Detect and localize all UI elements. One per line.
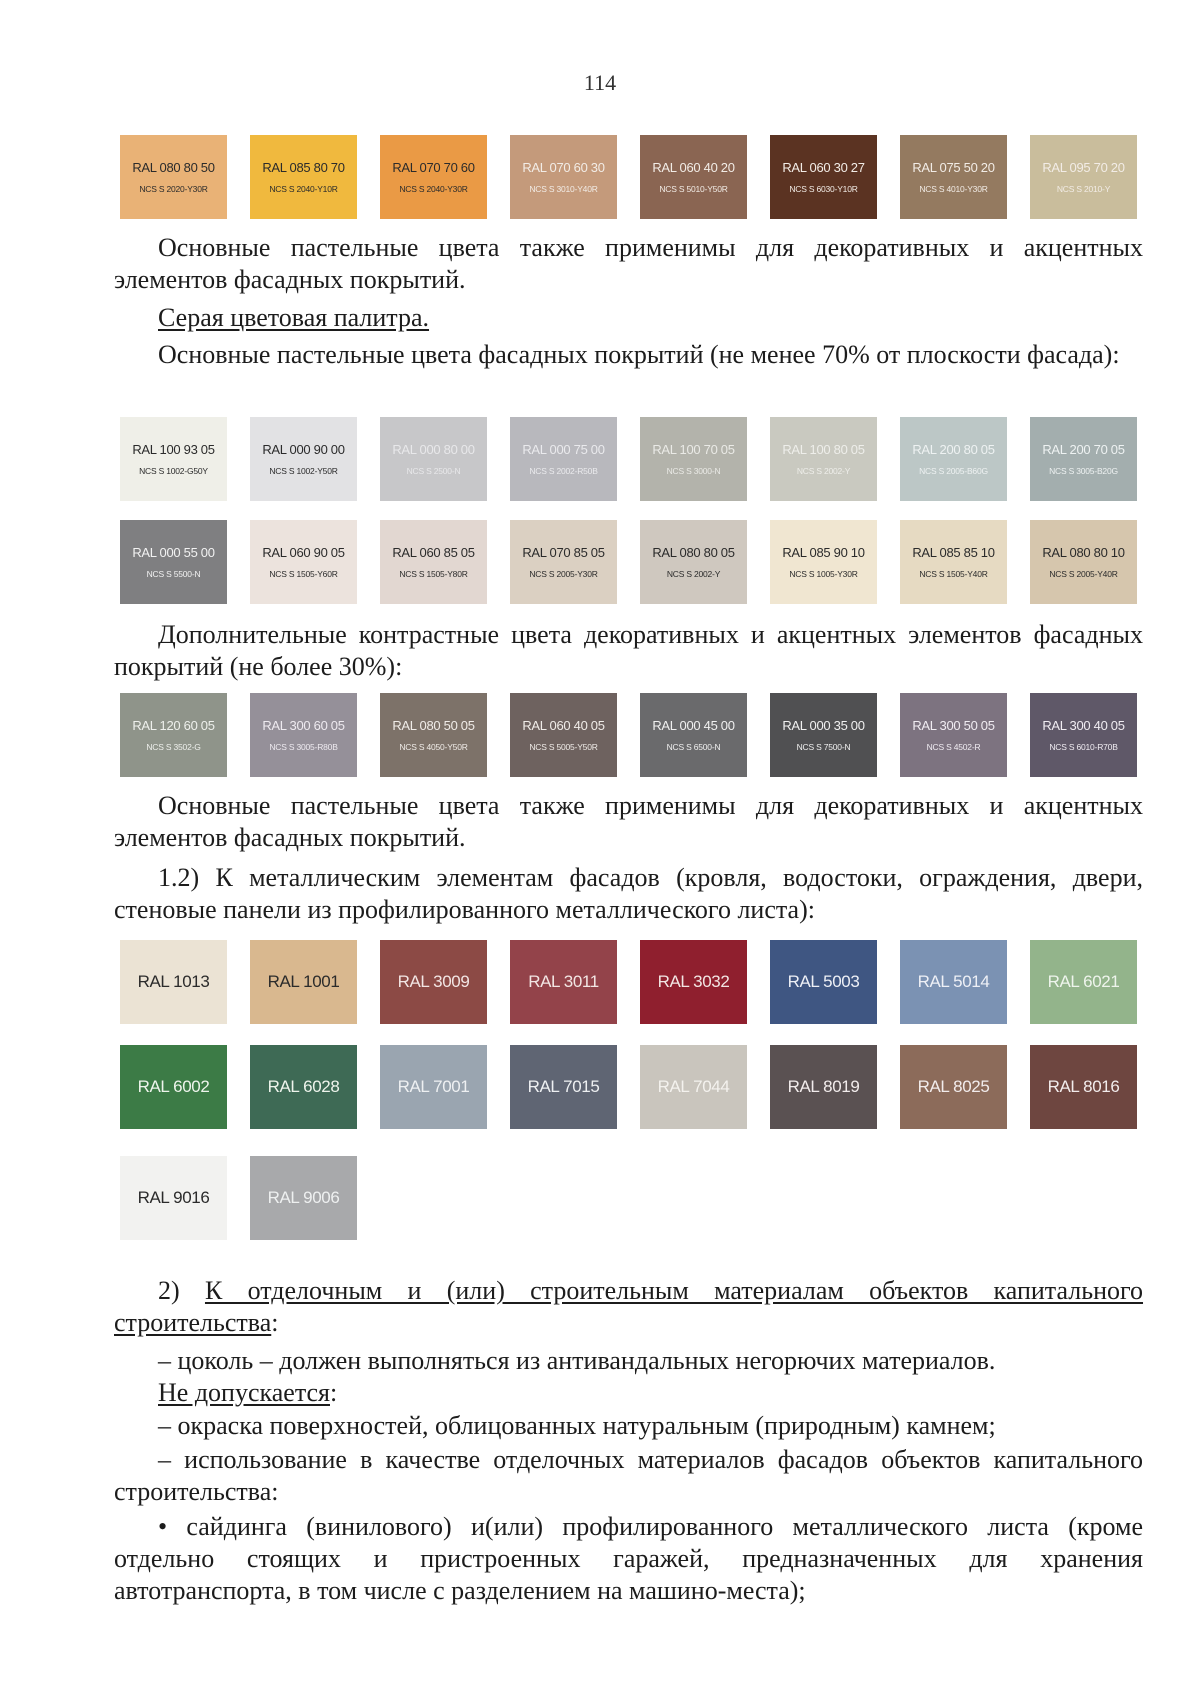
swatch-row-gray-dark [120,693,1137,777]
paragraph-siding: • сайдинга (винилового) и(или) профилированного металлического листа (кроме отдельно стоящих и пристроенных гаражей, предназначенных для хранения автотранспорта, в том числе с разделением на машино-места); [114,1512,1143,1605]
ral-code: RAL 9006 [267,1188,340,1207]
ral-code: RAL 8025 [917,1077,990,1096]
ral-code: RAL 8016 [1047,1077,1120,1096]
color-swatch [250,940,357,1024]
ral-code: RAL 080 80 05 [652,545,735,560]
color-swatch [250,417,357,501]
ncs-code: NCS S 1505-Y80R [399,569,468,579]
color-swatch [900,417,1007,501]
paragraph-pastel-accent-2: Основные пастельные цвета также применимы для декоративных и акцентных элементов фасадных покрытий. [114,791,1143,852]
paragraph-not-allowed [114,1377,1143,1409]
ncs-code: NCS S 2002-Y [796,466,851,476]
color-swatch [640,1045,747,1129]
color-swatch [640,693,747,777]
ncs-code: NCS S 2002-Y [666,569,721,579]
color-swatch [900,520,1007,604]
ncs-code: NCS S 4502-R [926,742,981,752]
color-swatch [250,693,357,777]
ral-code: RAL 060 40 05 [522,718,605,733]
color-swatch [510,520,617,604]
color-swatch [640,135,747,219]
ral-code: RAL 100 80 05 [782,442,865,457]
ral-code: RAL 095 70 20 [1042,160,1125,175]
ncs-code: NCS S 7500-N [796,742,851,752]
color-swatch [380,940,487,1024]
ral-code: RAL 085 85 10 [912,545,995,560]
ral-code: RAL 000 90 00 [262,442,345,457]
color-swatch [1030,520,1137,604]
color-swatch [380,1045,487,1129]
ncs-code: NCS S 1002-G50Y [139,466,208,476]
ral-code: RAL 3032 [657,972,730,991]
ral-code: RAL 000 75 00 [522,442,605,457]
section-number: 2) [158,1276,180,1305]
ral-code: RAL 6021 [1047,972,1120,991]
ral-code: RAL 300 60 05 [262,718,345,733]
ral-code: RAL 060 90 05 [262,545,345,560]
color-swatch [120,135,227,219]
ncs-code: NCS S 2020-Y30R [139,184,208,194]
ncs-code: NCS S 1505-Y40R [919,569,988,579]
ncs-code: NCS S 4010-Y30R [919,184,988,194]
ncs-code: NCS S 1505-Y60R [269,569,338,579]
ral-code: RAL 085 80 70 [262,160,345,175]
ral-code: RAL 7001 [397,1077,470,1096]
ral-code: RAL 100 70 05 [652,442,735,457]
color-swatch [640,417,747,501]
color-swatch [250,1045,357,1129]
not-allowed-colon: : [330,1378,338,1407]
ncs-code: NCS S 2005-B60G [919,466,988,476]
ral-code: RAL 300 50 05 [912,718,995,733]
paragraph-metal-elements: 1.2) К металлическим элементам фасадов (кровля, водостоки, ограждения, двери, стеновые панели из профилированного металлического листа): [114,863,1143,924]
color-swatch [120,1045,227,1129]
color-swatch [1030,940,1137,1024]
page-number: 114 [583,70,617,95]
color-swatch [380,417,487,501]
swatch-row-warm [120,135,1137,219]
ral-code: RAL 080 80 10 [1042,545,1125,560]
color-swatch [900,135,1007,219]
swatch-row-metal-1 [120,940,1137,1024]
ncs-code: NCS S 2002-R50B [529,466,598,476]
finishing-materials-colon: : [271,1308,279,1337]
ral-code: RAL 3009 [397,972,470,991]
ral-code: RAL 080 50 05 [392,718,475,733]
color-swatch [510,417,617,501]
ral-code: RAL 000 45 00 [652,718,735,733]
ncs-code: NCS S 3005-R80B [269,742,338,752]
color-swatch [510,1045,617,1129]
color-swatch [900,940,1007,1024]
ncs-code: NCS S 2040-Y30R [399,184,468,194]
color-swatch [250,520,357,604]
ncs-code: NCS S 3005-B20G [1049,466,1118,476]
color-swatch [380,135,487,219]
ral-code: RAL 120 60 05 [132,718,215,733]
ral-code: RAL 8019 [787,1077,860,1096]
ral-code: RAL 070 85 05 [522,545,605,560]
ncs-code: NCS S 1005-Y30R [789,569,858,579]
ncs-code: NCS S 2005-Y40R [1049,569,1118,579]
ncs-code: NCS S 4050-Y50R [399,742,468,752]
ral-code: RAL 5003 [787,972,860,991]
swatch-row-metal-2 [120,1045,1137,1129]
ncs-code: NCS S 5005-Y50R [529,742,598,752]
ncs-code: NCS S 2010-Y [1056,184,1111,194]
paragraph-finishing-materials [114,1275,1143,1339]
color-swatch [1030,135,1137,219]
ncs-code: NCS S 5500-N [146,569,201,579]
color-swatch [510,135,617,219]
ral-code: RAL 070 60 30 [522,160,605,175]
ral-code: RAL 085 90 10 [782,545,865,560]
paragraph-pastel-accent-1: Основные пастельные цвета также применимы для декоративных и акцентных элементов фасадных покрытий. [114,233,1143,294]
ral-code: RAL 200 80 05 [912,442,995,457]
color-swatch [1030,693,1137,777]
swatch-row-gray-beige [120,520,1137,604]
ncs-code: NCS S 2040-Y10R [269,184,338,194]
color-swatch [120,693,227,777]
color-swatch [770,417,877,501]
ral-code: RAL 060 85 05 [392,545,475,560]
ral-code: RAL 1001 [267,972,340,991]
ncs-code: NCS S 6500-N [666,742,721,752]
ral-code: RAL 3011 [528,972,599,991]
color-swatch [380,520,487,604]
color-swatch [380,693,487,777]
ral-code: RAL 6002 [137,1077,210,1096]
swatch-row-gray-light [120,417,1137,501]
color-swatch [510,693,617,777]
color-swatch [120,1156,227,1240]
ral-code: RAL 075 50 20 [912,160,995,175]
ral-code: RAL 070 70 60 [392,160,475,175]
color-swatch [770,1045,877,1129]
color-swatch [770,135,877,219]
color-swatch [900,693,1007,777]
heading-gray-palette [114,302,1143,334]
ncs-code: NCS S 1002-Y50R [269,466,338,476]
color-swatch [1030,417,1137,501]
color-swatch [640,940,747,1024]
ncs-code: NCS S 3010-Y40R [529,184,598,194]
ncs-code: NCS S 6030-Y10R [789,184,858,194]
ncs-code: NCS S 3502-G [146,742,201,752]
color-swatch [120,940,227,1024]
paragraph-stone-painting: – окраска поверхностей, облицованных натуральным (природным) камнем; [158,1411,996,1440]
color-swatch [900,1045,1007,1129]
ncs-code: NCS S 6010-R70B [1049,742,1118,752]
color-swatch [640,520,747,604]
paragraph-materials-usage: – использование в качестве отделочных материалов фасадов объектов капитального строительства: [114,1445,1143,1506]
ral-code: RAL 9016 [137,1188,210,1207]
paragraph-contrast-colors: Дополнительные контрастные цвета декоративных и акцентных элементов фасадных покрытий (не более 30%): [114,620,1143,681]
ral-code: RAL 7044 [657,1077,730,1096]
color-swatch [770,520,877,604]
ral-code: RAL 060 30 27 [782,160,865,175]
finishing-materials-title: К отделочным и (или) строительным материалам объектов капитального строительства [114,1276,1144,1337]
color-swatch [770,693,877,777]
color-swatch [250,1156,357,1240]
gray-palette-title: Серая цветовая палитра. [158,303,430,332]
ral-code: RAL 100 93 05 [132,442,215,457]
swatch-row-metal-3 [120,1156,357,1240]
ncs-code: NCS S 2005-Y30R [529,569,598,579]
ncs-code: NCS S 5010-Y50R [659,184,728,194]
ral-code: RAL 080 80 50 [132,160,215,175]
ral-code: RAL 060 40 20 [652,160,735,175]
color-swatch [1030,1045,1137,1129]
color-swatch [770,940,877,1024]
not-allowed-label: Не допускается [158,1378,330,1407]
ral-code: RAL 5014 [917,972,990,991]
color-swatch [120,417,227,501]
ral-code: RAL 000 55 00 [132,545,215,560]
color-swatch [510,940,617,1024]
paragraph-plinth: – цоколь – должен выполняться из антивандальных негорючих материалов. [158,1346,996,1375]
ncs-code: NCS S 2500-N [406,466,461,476]
ral-code: RAL 6028 [267,1077,340,1096]
ncs-code: NCS S 3000-N [666,466,721,476]
color-swatch [250,135,357,219]
color-swatch [120,520,227,604]
ral-code: RAL 300 40 05 [1042,718,1125,733]
ral-code: RAL 7015 [527,1077,600,1096]
ral-code: RAL 000 35 00 [782,718,865,733]
ral-code: RAL 1013 [137,972,210,991]
ral-code: RAL 000 80 00 [392,442,475,457]
ral-code: RAL 200 70 05 [1042,442,1125,457]
paragraph-pastel-main: Основные пастельные цвета фасадных покрытий (не менее 70% от плоскости фасада): [158,340,1120,369]
